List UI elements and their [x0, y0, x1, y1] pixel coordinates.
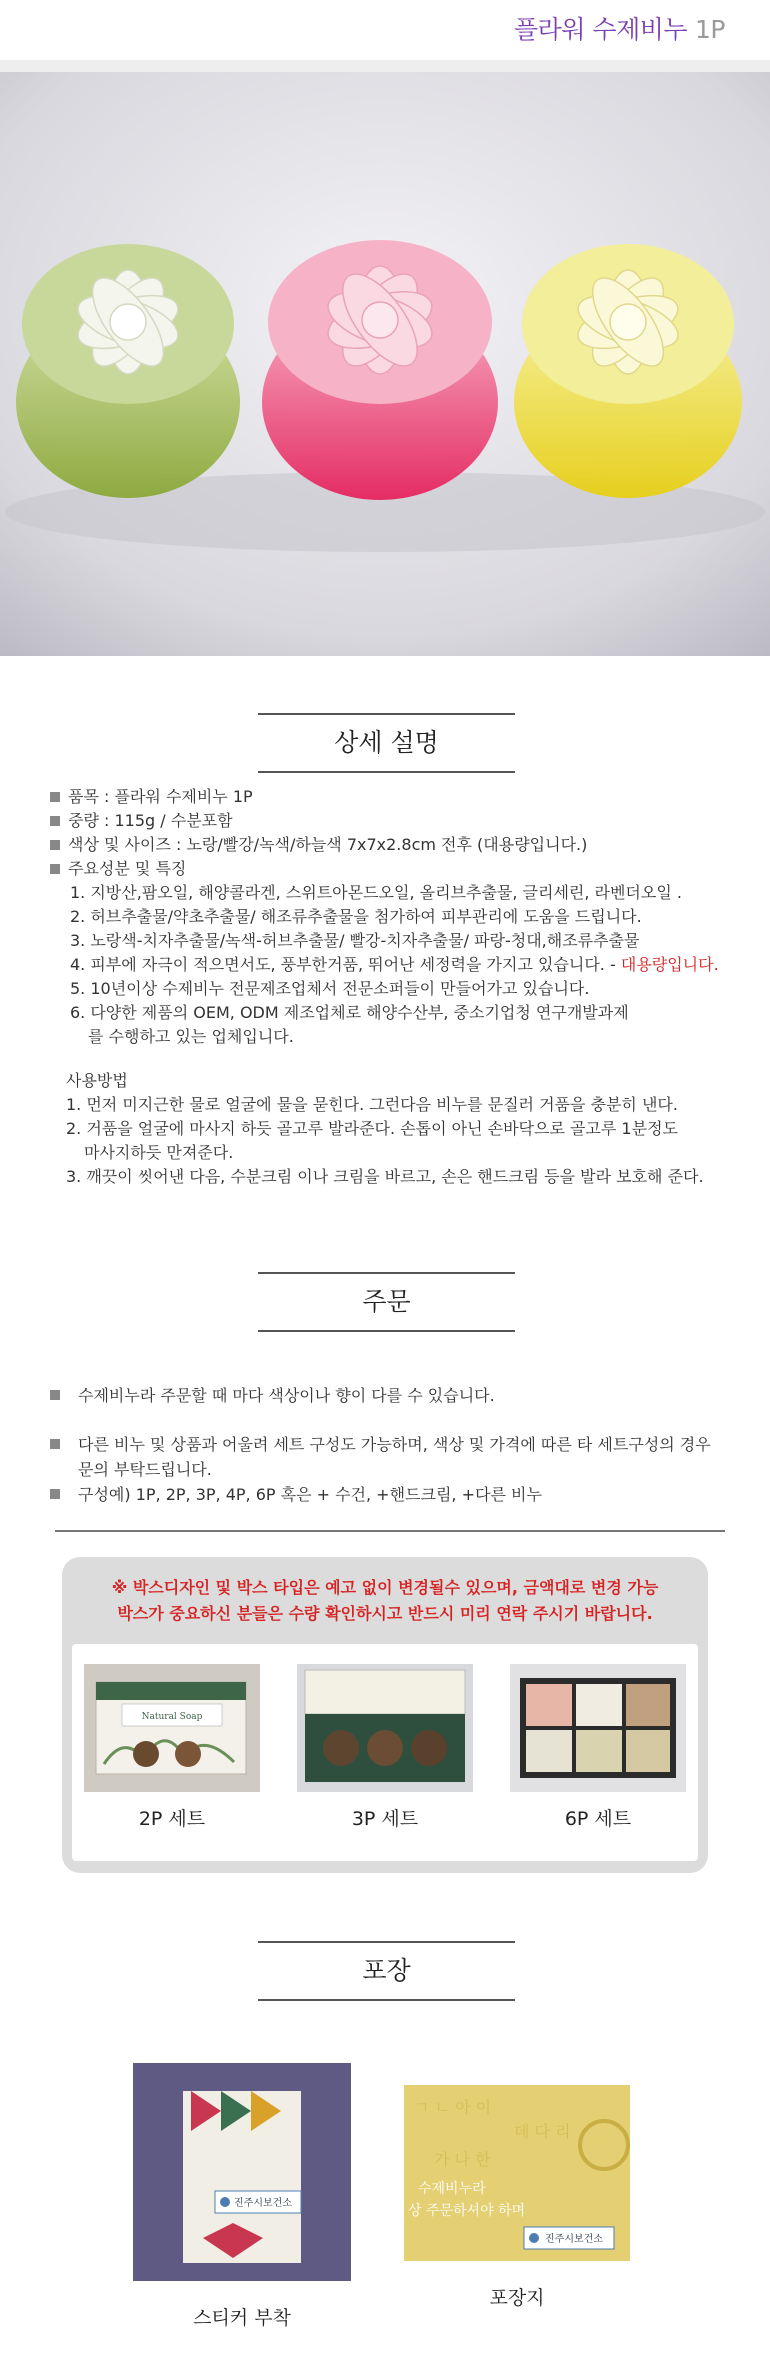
- bullet-square-icon: [50, 1439, 60, 1449]
- feature-item: 1. 지방산,팜오일, 해양콜라겐, 스위트아몬드오일, 올리브추출물, 글리세린, 라벤더오일 .: [70, 883, 682, 902]
- bullet-square-icon: [50, 1489, 60, 1499]
- packaging-wrap: [404, 2085, 630, 2310]
- set-2p-photo: [84, 1664, 260, 1792]
- green-soap: [16, 244, 240, 498]
- yellow-soap: [514, 244, 742, 498]
- packaging-sticker-label: 스티커 부착: [193, 2307, 291, 2329]
- usage-step: 3. 깨끗이 씻어낸 다음, 수분크림 이나 크림을 바르고, 손은 핸드크림 등을 발라 보호해 준다.: [66, 1167, 704, 1186]
- pink-soap: [262, 240, 498, 500]
- svg-text:ㄱ ㄴ 아 이: ㄱ ㄴ 아 이: [414, 2098, 492, 2117]
- set-2p: [84, 1664, 260, 1831]
- svg-text:수제비누라: 수제비누라: [418, 2181, 486, 2197]
- sticker-box-photo: [133, 2063, 351, 2281]
- packaging-wrap-label: 포장지: [489, 2287, 545, 2309]
- set-6p-photo: [510, 1664, 686, 1792]
- set-2p-label: 2P 세트: [138, 1808, 206, 1830]
- order-divider: [55, 1530, 725, 1532]
- header-divider: [0, 60, 770, 72]
- product-title: [514, 10, 725, 46]
- order-note: 수제비누라 주문할 때 마다 색상이나 향이 다를 수 있습니다.: [50, 1383, 730, 1408]
- svg-text:진주시보건소: 진주시보건소: [545, 2234, 603, 2245]
- set-3p: [297, 1664, 473, 1831]
- feature-item: 2. 허브추출물/약초추출물/ 해조류추출물을 첨가하여 피부관리에 도움을 드립니다.: [70, 907, 642, 926]
- packaging-sticker: [133, 2063, 351, 2330]
- bullet-square-icon: [50, 792, 60, 802]
- detail-item: 품목 : 플라워 수제비누 1P: [50, 785, 740, 809]
- order-note: 구성예) 1P, 2P, 3P, 4P, 6P 혹은 + 수건, +핸드크림, +다른 비누: [50, 1482, 730, 1507]
- order-notes: [50, 1383, 730, 1507]
- bullet-square-icon: [50, 1390, 60, 1400]
- usage-step-cont: 마사지하듯 만져준다.: [84, 1143, 234, 1162]
- svg-text:상 주문하셔야 하며: 상 주문하셔야 하며: [408, 2203, 526, 2219]
- bullet-square-icon: [50, 816, 60, 826]
- set-6p-label: 6P 세트: [564, 1808, 632, 1830]
- section-title-order: 주문: [258, 1272, 515, 1332]
- hero-soap-photo: [0, 72, 770, 656]
- product-quantity: 1P: [695, 15, 725, 44]
- detail-item: 중량 : 115g / 수분포함: [50, 809, 740, 833]
- large-size-highlight: 대용량입니다.: [620, 955, 719, 974]
- feature-item: 6. 다양한 제품의 OEM, ODM 제조업체로 해양수산부, 중소기업청 연구개발과제: [70, 1003, 629, 1022]
- svg-text:진주시보건소: 진주시보건소: [234, 2198, 292, 2209]
- feature-item: 3. 노랑색-치자추출물/녹색-허브추출물/ 빨강-치자추출물/ 파랑-청대,해조류추출물: [70, 931, 640, 950]
- svg-text:데 다 리: 데 다 리: [514, 2122, 571, 2141]
- section-title-details: 상세 설명: [258, 713, 515, 773]
- feature-item-cont: 를 수행하고 있는 업체입니다.: [88, 1027, 294, 1046]
- feature-item: 4. 피부에 자극이 적으면서도, 풍부한거품, 뛰어난 세정력을 가지고 있습니다. - 대용량입니다.: [70, 955, 719, 974]
- set-3p-photo: [297, 1664, 473, 1792]
- usage-step: 1. 먼저 미지근한 물로 얼굴에 물을 묻힌다. 그런다음 비누를 문질러 거품을 충분히 낸다.: [66, 1095, 678, 1114]
- product-name: 플라워 수제비누: [514, 15, 688, 44]
- bullet-square-icon: [50, 840, 60, 850]
- set-6p: [510, 1664, 686, 1831]
- usage-step: 2. 거품을 얼굴에 마사지 하듯 골고루 발라준다. 손톱이 아닌 손바닥으로 골고루 1분정도: [66, 1119, 678, 1138]
- box-change-warning: ※ 박스디자인 및 박스 타입은 예고 없이 변경될수 있으며, 금액대로 변경 가능 박스가 중요하신 분들은 수량 확인하시고 반드시 미리 연락 주시기 바랍니다.: [111, 1578, 659, 1623]
- svg-text:Natural Soap: Natural Soap: [141, 1712, 203, 1722]
- wrapping-paper-photo: [404, 2085, 630, 2261]
- set-gallery: [72, 1644, 698, 1861]
- product-details: [50, 785, 740, 1189]
- usage-title: 사용방법: [66, 1071, 128, 1090]
- detail-item: 색상 및 사이즈 : 노랑/빨강/녹색/하늘색 7x7x2.8cm 전후 (대용량입니다.): [50, 833, 740, 857]
- order-note: 다른 비누 및 상품과 어울려 세트 구성도 가능하며, 색상 및 가격에 따른 타 세트구성의 경우 문의 부탁드립니다.: [50, 1432, 730, 1482]
- detail-item: 주요성분 및 특징: [50, 857, 740, 881]
- feature-item: 5. 10년이상 수제비누 전문제조업체서 전문소퍼들이 만들어가고 있습니다.: [70, 979, 590, 998]
- section-title-packaging: 포장: [258, 1941, 515, 2001]
- bullet-square-icon: [50, 864, 60, 874]
- set-3p-label: 3P 세트: [351, 1808, 419, 1830]
- svg-text:가 나 한: 가 나 한: [434, 2150, 491, 2169]
- set-options-box: [62, 1557, 708, 1873]
